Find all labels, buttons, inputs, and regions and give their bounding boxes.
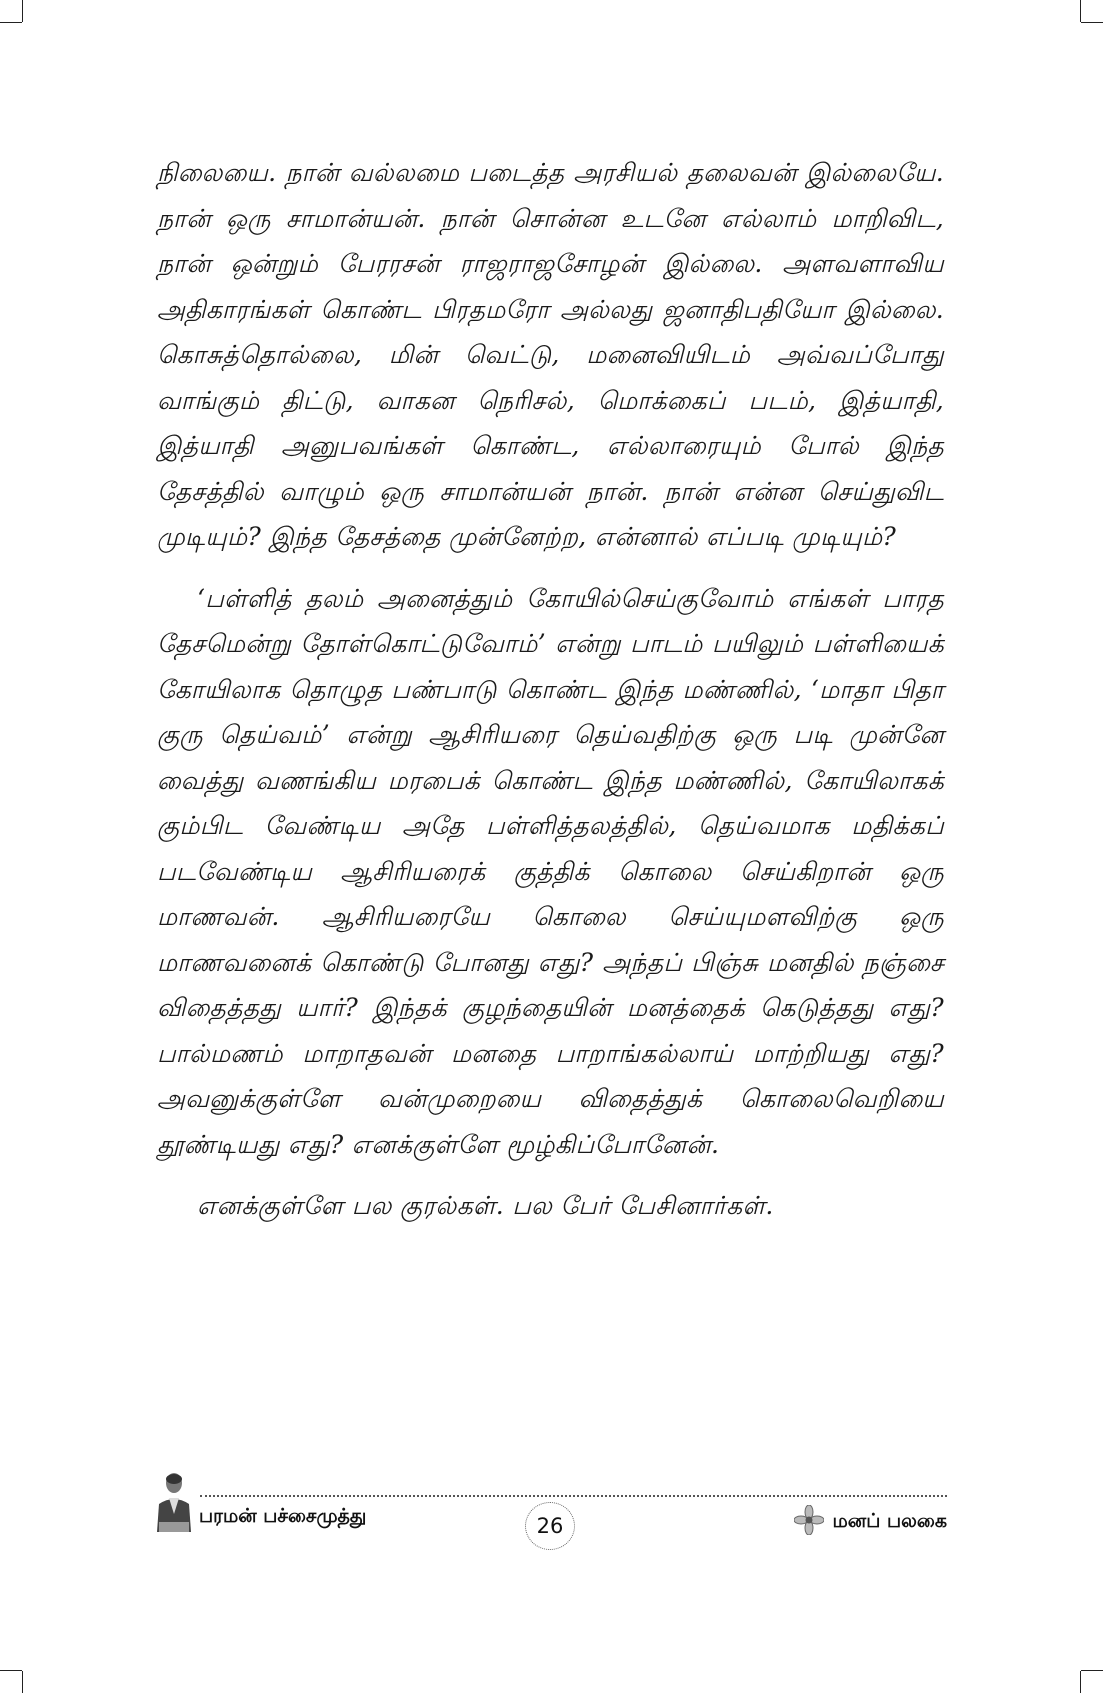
crop-mark-bottom-right-h xyxy=(1081,1670,1103,1671)
footer-author xyxy=(155,1470,366,1532)
author-portrait-icon xyxy=(155,1470,193,1532)
crop-mark-top-left-h xyxy=(0,22,22,23)
crop-mark-top-left xyxy=(0,0,23,22)
page-number: 26 xyxy=(525,1502,575,1550)
paragraph: ‘பள்ளித் தலம் அனைத்தும் கோயில்செய்குவோம் எங்கள் பாரத தேசமென்று தோள்கொட்டுவோம்’ என்று பாடம் பயிலும் பள்ளியைக் கோயிலாக தொழுத பண்பாடு கொண்ட இந்த மண்ணில், ‘மாதா பிதா குரு தெய்வம்’ என்று ஆசிரியரை தெய்வதிற்கு ஒரு படி முன்னே வைத்து வணங்கிய மரபைக் கொண்ட இந்த மண்ணில், கோயிலாகக் கும்பிட வேண்டிய அதே பள்ளித்தலத்தில், தெய்வமாக மதிக்கப் படவேண்டிய ஆசிரியரைக் குத்திக் கொலை செய்கிறான் ஒரு மாணவன். ஆசிரியரையே கொலை செய்யுமளவிற்கு ஒரு மாணவனைக் கொண்டு போனது எது? அந்தப் பிஞ்சு மனதில் நஞ்சை விதைத்தது யார்? இந்தக் குழந்தையின் மனத்தைக் கெடுத்தது எது? பால்மணம் மாறாதவன் மனதை பாறாங்கல்லாய் மாற்றியது எது? அவனுக்குள்ளே வன்முறையை விதைத்துக் கொலைவெறியை தூண்டியது எது? எனக்குள்ளே மூழ்கிப்போனேன். xyxy=(157,583,944,1159)
paragraph: நிலையை. நான் வல்லமை படைத்த அரசியல் தலைவன் இல்லையே. நான் ஒரு சாமான்யன். நான் சொன்ன உடனே எல்லாம் மாறிவிட, நான் ஒன்றும் பேரரசன் ராஜராஜசோழன் இல்லை. அளவளாவிய அதிகாரங்கள் கொண்ட பிரதமரோ அல்லது ஜனாதிபதியோ இல்லை. கொசுத்தொல்லை, மின் வெட்டு, மனைவியிடம் அவ்வப்போது வாங்கும் திட்டு, வாகன நெரிசல், மொக்கைப் படம், இத்யாதி, இத்யாதி அனுபவங்கள் கொண்ட, எல்லாரையும் போல் இந்த தேசத்தில் வாழும் ஒரு சாமான்யன் நான். நான் என்ன செய்துவிட முடியும்? இந்த தேசத்தை முன்னேற்ற, என்னால் எப்படி முடியும்? xyxy=(157,158,944,551)
crop-mark-bottom-right xyxy=(1080,1671,1103,1693)
page-footer xyxy=(155,1470,947,1550)
crop-mark-bottom-left xyxy=(0,1671,23,1693)
flower-icon xyxy=(794,1505,824,1539)
crop-mark-top-right xyxy=(1080,0,1103,22)
page-body xyxy=(157,150,944,1229)
book-title: மனப் பலகை xyxy=(832,1509,947,1532)
footer-book xyxy=(794,1505,947,1539)
crop-mark-bottom-left-h xyxy=(0,1670,22,1671)
author-name: பரமன் பச்சைமுத்து xyxy=(199,1505,367,1527)
paragraph: எனக்குள்ளே பல குரல்கள். பல பேர் பேசினார்கள். xyxy=(197,1191,774,1220)
crop-mark-top-right-h xyxy=(1081,22,1103,23)
